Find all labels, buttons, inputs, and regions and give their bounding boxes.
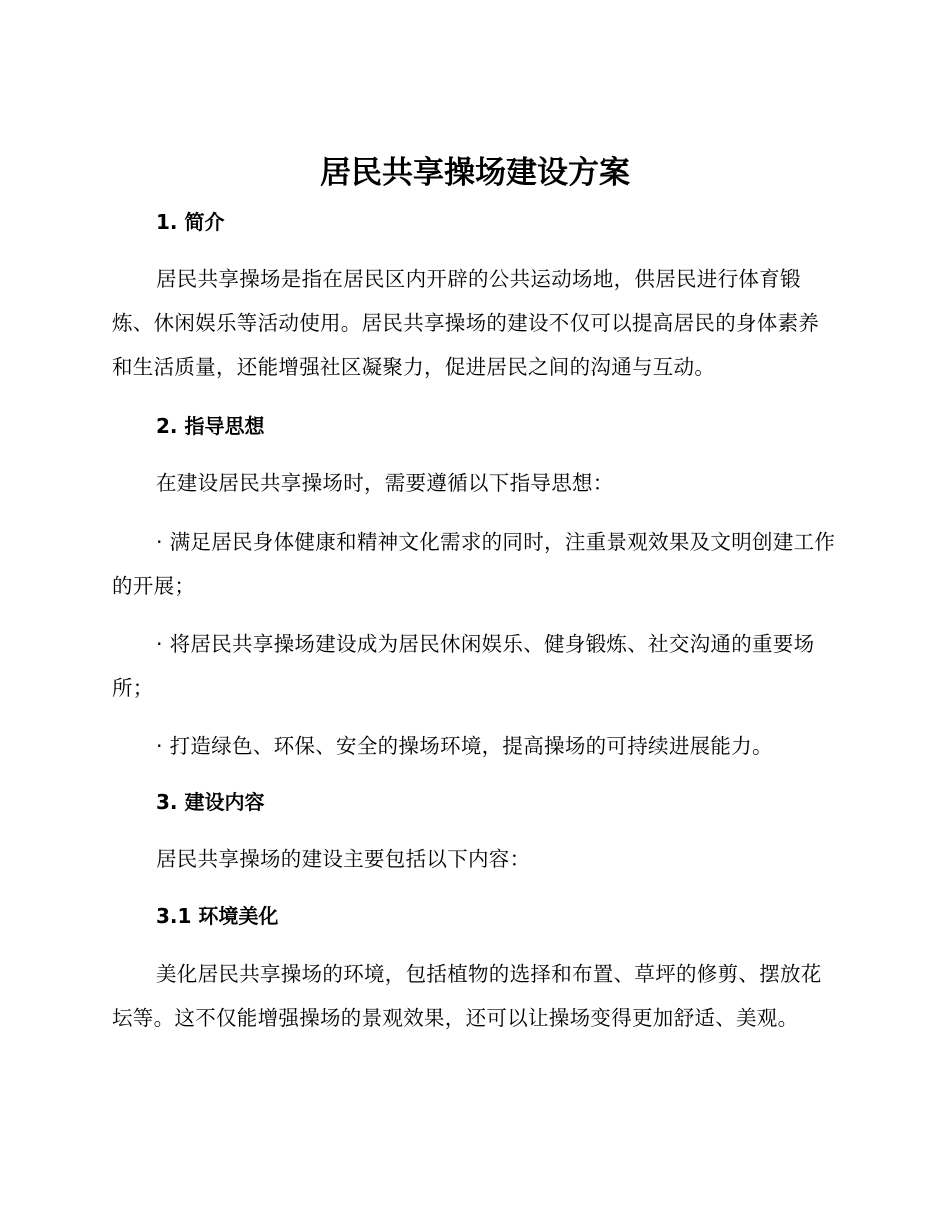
document-title: 居民共享操场建设方案 [320,155,630,191]
paragraph-intro: 居民共享操场是指在居民区内开辟的公共运动场地，供居民进行体育锻炼、休闲娱乐等活动使用。居民共享操场的建设不仅可以提高居民的身体素养和生活质量，还能增强社区凝聚力，促进居民之间的沟通与互动。 [112,267,820,379]
paragraph-guiding-intro: 在建设居民共享操场时，需要遵循以下指导思想： [156,471,614,495]
paragraph-content-intro: 居民共享操场的建设主要包括以下内容： [156,847,531,871]
bullet-item: · 打造绿色、环保、安全的操场环境，提高操场的可持续进展能力。 [156,734,773,758]
paragraph-beautification: 美化居民共享操场的环境，包括植物的选择和布置、草坪的修剪、摆放花坛等。这不仅能增强操场的景观效果，还可以让操场变得更加舒适、美观。 [112,962,822,1030]
bullet-item: · 满足居民身体健康和精神文化需求的同时，注重景观效果及文明创建工作的开展； [112,530,836,598]
bullet-item: · 将居民共享操场建设成为居民休闲娱乐、健身锻炼、社交沟通的重要场所； [112,632,815,700]
section-heading-content: 3. 建设内容 [156,790,265,814]
section-heading-intro: 1. 简介 [156,210,225,234]
section-heading-beautification: 3.1 环境美化 [156,904,279,928]
section-heading-guiding: 2. 指导思想 [156,414,265,438]
